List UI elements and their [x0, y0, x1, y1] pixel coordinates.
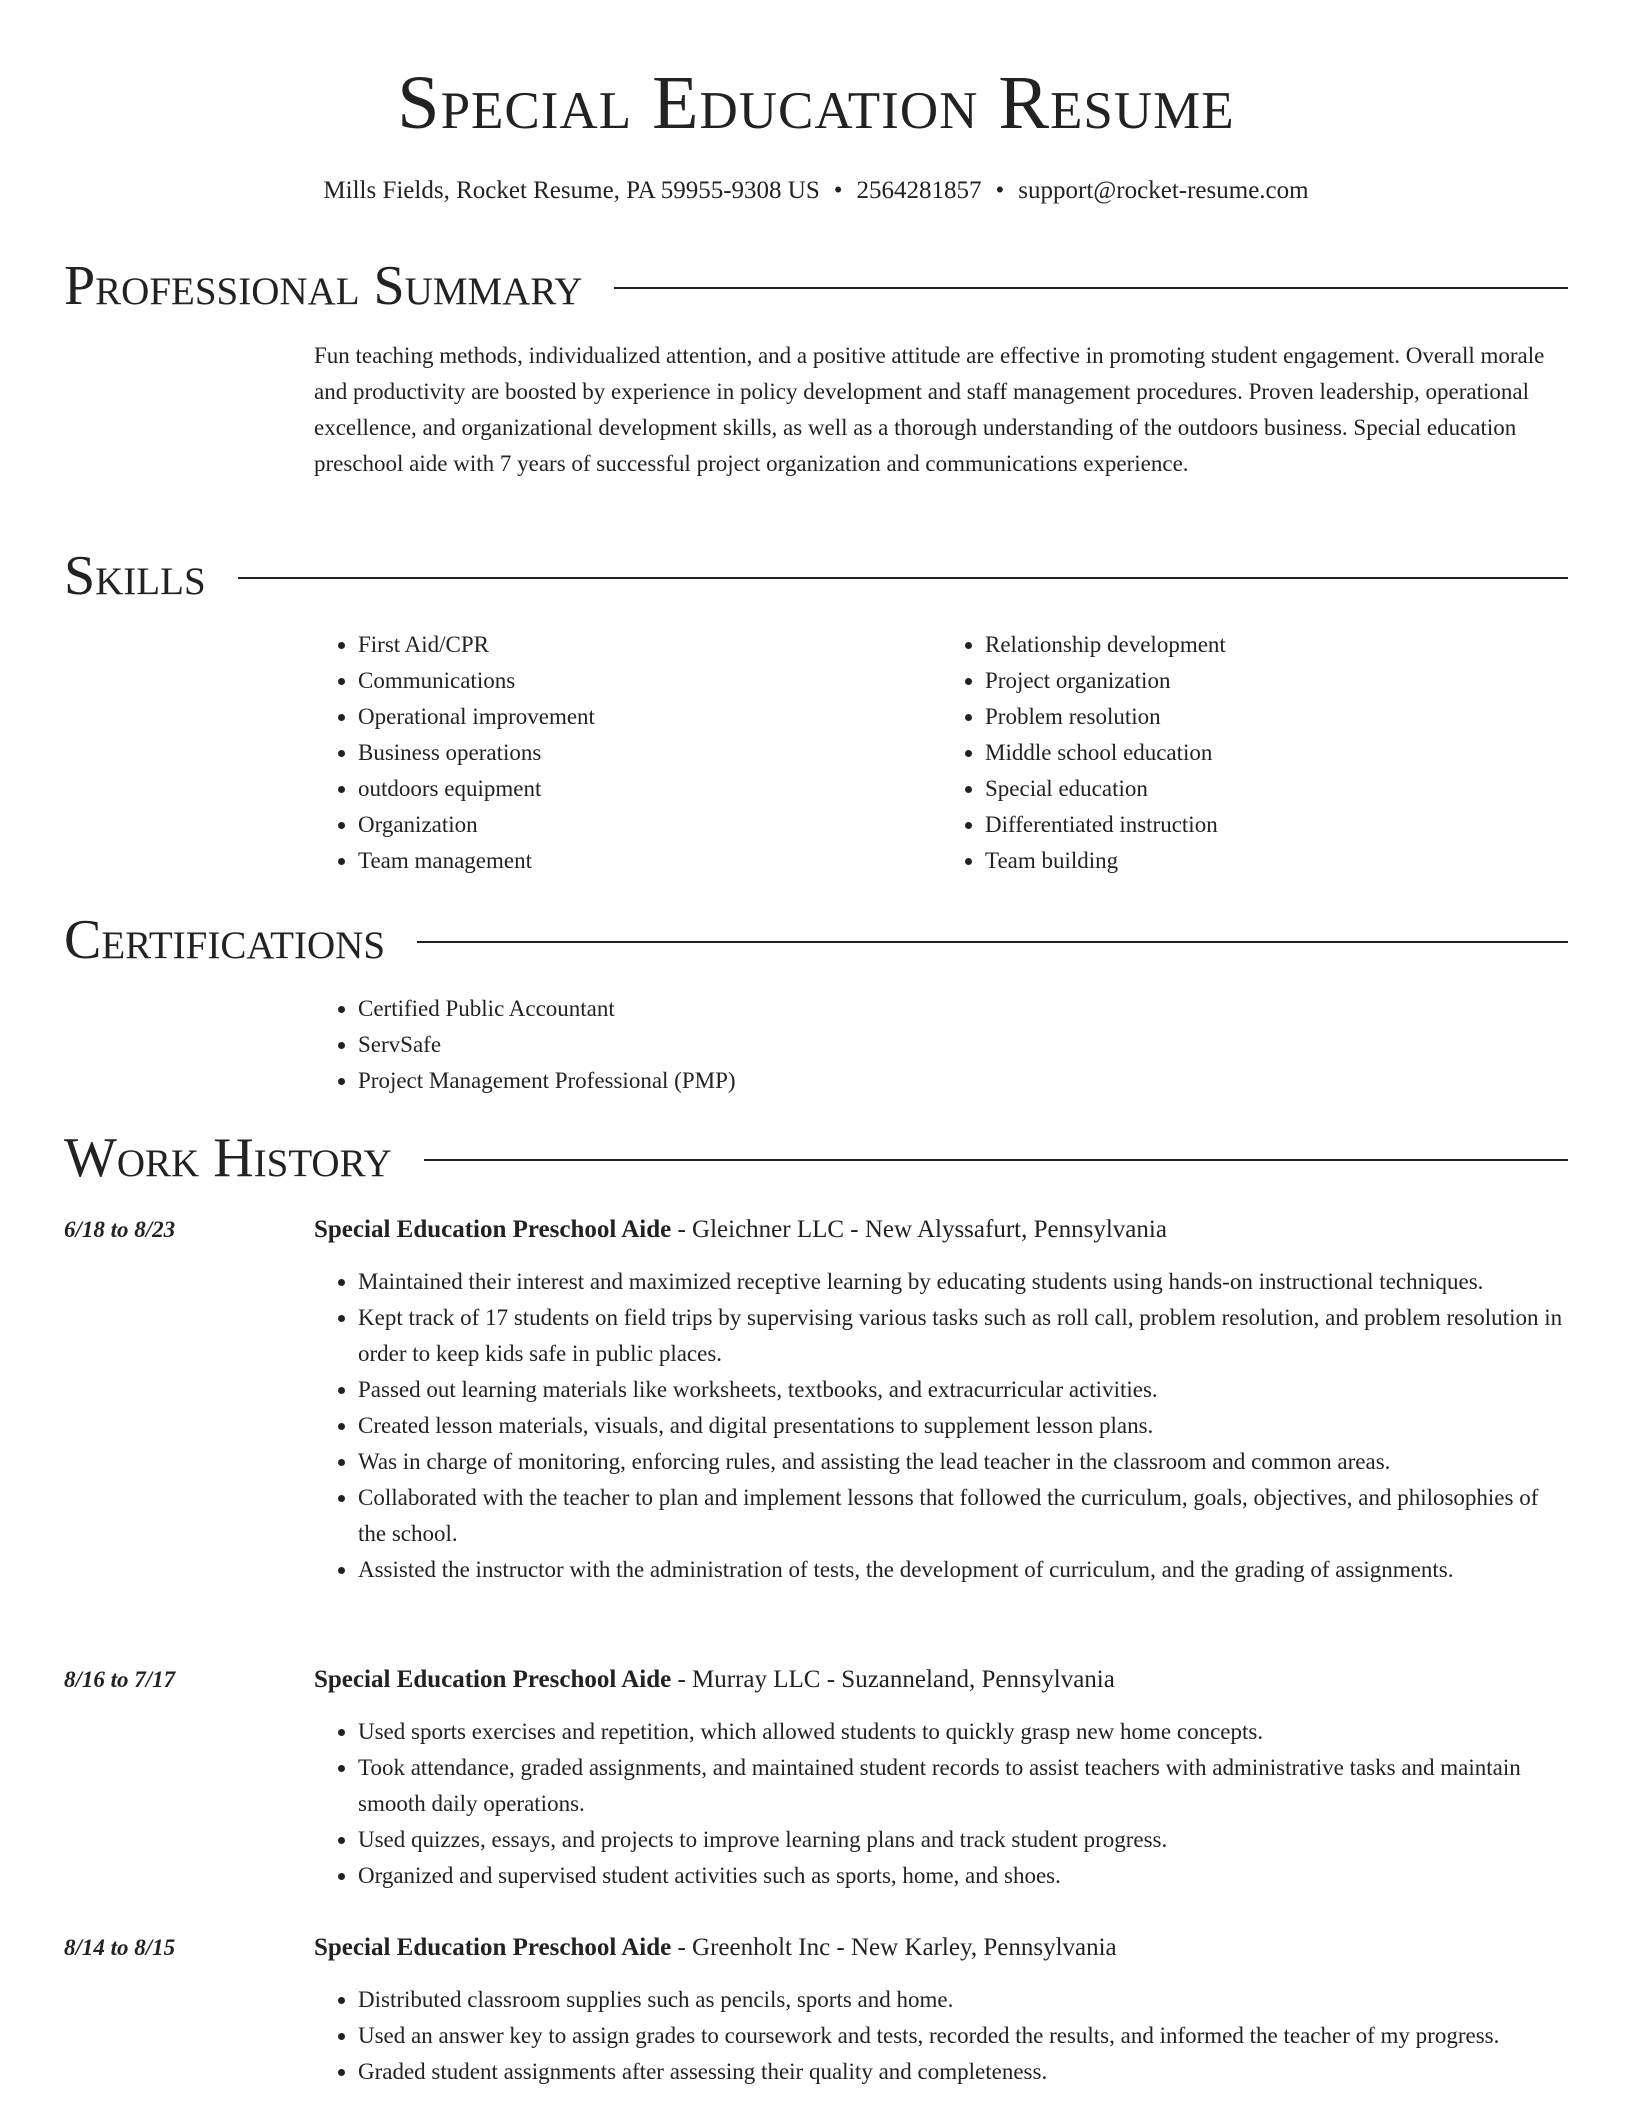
job-bullet: • Was in charge of monitoring, enforcing rules, and assisting the lead teacher in the classroom and common areas. [358, 1444, 1568, 1480]
job-role: Special Education Preschool Aide [314, 1934, 672, 1961]
job-dates: 6/18 to 8/23 [64, 1217, 176, 1242]
skill-item: • Team management [358, 843, 941, 879]
contact-phone: 2564281857 [856, 177, 982, 204]
job-bullet: • Used an answer key to assign grades to coursework and tests, recorded the results, and informed the teacher of my progress. [358, 2018, 1568, 2054]
job-bullet: • Created lesson materials, visuals, and digital presentations to supplement lesson plans. [358, 1408, 1568, 1444]
certification-item: • ServSafe [358, 1027, 1568, 1063]
job-dates: 8/16 to 7/17 [64, 1667, 176, 1692]
job-bullet: • Organized and supervised student activities such as sports, home, and shoes. [358, 1858, 1568, 1894]
skills-column-left [314, 627, 941, 879]
job-bullet: • Distributed classroom supplies such as pencils, sports and home. [358, 1982, 1568, 2018]
skill-item: • Organization [358, 807, 941, 843]
certifications-list [314, 991, 1568, 1099]
job-title-line [314, 1662, 1115, 1698]
skill-item: • Operational improvement [358, 699, 941, 735]
job-bullet: • Collaborated with the teacher to plan and implement lessons that followed the curriculum, goals, objectives, and philosophies of the school. [358, 1480, 1568, 1552]
job-bullet: • Maintained their interest and maximized receptive learning by educating students using hands-on instructional techniques. [358, 1264, 1568, 1300]
job-title-line [314, 1212, 1167, 1248]
job-company: - Murray LLC - Suzanneland, Pennsylvania [671, 1666, 1115, 1693]
skills-list [314, 627, 1568, 879]
section-divider [238, 577, 1568, 579]
skill-item: • Relationship development [985, 627, 1568, 663]
contact-line [0, 176, 1632, 206]
skill-item: • Special education [985, 771, 1568, 807]
summary-heading-text: Professional Summary [64, 255, 583, 317]
job-company: - Gleichner LLC - New Alyssafurt, Pennsylvania [671, 1216, 1167, 1243]
job-bullets [314, 1982, 1568, 2090]
job-role: Special Education Preschool Aide [314, 1216, 672, 1243]
certifications-heading [64, 908, 1568, 972]
summary-text: Fun teaching methods, individualized attention, and a positive attitude are effective in promoting student engagement. Overall morale and productivity are boosted by experience in policy development and staff management procedures. Proven leadership, operational excellence, and organizational development skills, as well as a thorough understanding of the outdoors business. Special education preschool aide with 7 years of successful project organization and communications experience. [314, 343, 1545, 476]
job-dates: 8/14 to 8/15 [64, 1935, 176, 1960]
skill-item: • Business operations [358, 735, 941, 771]
job-bullet: • Used sports exercises and repetition, which allowed students to quickly grasp new home concepts. [358, 1714, 1568, 1750]
job-bullet: • Graded student assignments after assessing their quality and completeness. [358, 2054, 1568, 2090]
skill-item: • First Aid/CPR [358, 627, 941, 663]
contact-separator: • [833, 177, 843, 204]
job-bullet: • Used quizzes, essays, and projects to improve learning plans and track student progress. [358, 1822, 1568, 1858]
certification-item: • Project Management Professional (PMP) [358, 1063, 1568, 1099]
section-divider [424, 1159, 1568, 1161]
job-role: Special Education Preschool Aide [314, 1666, 672, 1693]
job-bullet: • Assisted the instructor with the administration of tests, the development of curriculum, and the grading of assignments. [358, 1552, 1568, 1588]
summary-body [314, 338, 1568, 482]
skill-item: • Middle school education [985, 735, 1568, 771]
job-bullet: • Took attendance, graded assignments, and maintained student records to assist teachers with administrative tasks and maintain smooth daily operations. [358, 1750, 1568, 1822]
summary-heading [64, 254, 1568, 318]
section-divider [417, 941, 1568, 943]
contact-email[interactable]: support@rocket-resume.com [1018, 177, 1309, 204]
skill-item: • Project organization [985, 663, 1568, 699]
skill-item: • Team building [985, 843, 1568, 879]
section-divider [614, 287, 1568, 289]
job-bullets [314, 1264, 1568, 1588]
skills-heading-text: Skills [64, 545, 206, 607]
skill-item: • outdoors equipment [358, 771, 941, 807]
job-title-line [314, 1930, 1117, 1966]
job-bullet: • Kept track of 17 students on field trips by supervising various tasks such as roll call, problem resolution, and problem resolution in order to keep kids safe in public places. [358, 1300, 1568, 1372]
work-heading [64, 1126, 1568, 1190]
certification-item: • Certified Public Accountant [358, 991, 1568, 1027]
skills-heading [64, 544, 1568, 608]
resume-title: Special Education Resume [397, 61, 1235, 145]
job-company: - Greenholt Inc - New Karley, Pennsylvania [671, 1934, 1117, 1961]
job-bullet: • Passed out learning materials like worksheets, textbooks, and extracurricular activities. [358, 1372, 1568, 1408]
certifications-heading-text: Certifications [64, 909, 386, 971]
work-heading-text: Work History [64, 1127, 392, 1189]
certifications-list-wrap [314, 991, 1568, 1099]
skill-item: • Communications [358, 663, 941, 699]
job-bullets [314, 1714, 1568, 1894]
skills-column-right [941, 627, 1568, 879]
contact-address: Mills Fields, Rocket Resume, PA 59955-9308 US [323, 177, 820, 204]
contact-separator: • [995, 177, 1005, 204]
skill-item: • Differentiated instruction [985, 807, 1568, 843]
skill-item: • Problem resolution [985, 699, 1568, 735]
